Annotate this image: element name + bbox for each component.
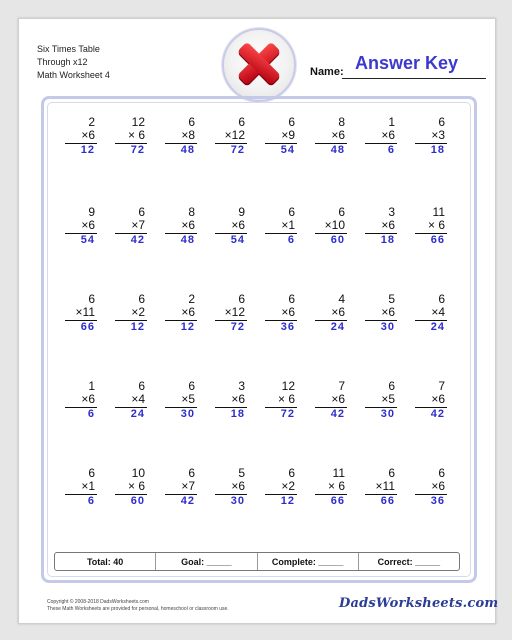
- problem-multiplier: × 6: [277, 392, 295, 406]
- problem-multiplicand: 6: [188, 379, 195, 393]
- problem-multiplier: ×6: [331, 392, 345, 406]
- problem-answer: 6: [87, 408, 95, 420]
- problem: [255, 293, 303, 334]
- problem: [205, 206, 253, 247]
- problem-answer: 18: [430, 144, 445, 156]
- problem-multiplier: ×6: [381, 305, 395, 319]
- problem-answer: 12: [280, 495, 295, 507]
- problem-multiplier: ×12: [224, 128, 245, 142]
- problem-answer: 42: [180, 495, 195, 507]
- problem-multiplier: ×11: [75, 305, 95, 319]
- problem-multiplier: ×12: [224, 305, 245, 319]
- problem-multiplier: ×6: [281, 305, 295, 319]
- problem-multiplicand: 5: [238, 466, 245, 480]
- problem: [155, 116, 203, 157]
- problem-answer: 24: [430, 321, 445, 333]
- problem-multiplicand: 9: [88, 205, 95, 219]
- problem-multiplicand: 6: [438, 292, 445, 306]
- problem: [355, 293, 403, 334]
- problem-multiplicand: 6: [88, 466, 95, 480]
- problem-multiplicand: 12: [281, 379, 295, 393]
- problem-multiplicand: 6: [138, 205, 145, 219]
- problem-multiplier: ×6: [231, 479, 245, 493]
- problem-multiplier: ×1: [281, 218, 295, 232]
- problem-answer: 72: [280, 408, 295, 420]
- correct-cell: Correct: _____: [377, 556, 441, 567]
- problem-multiplicand: 6: [288, 205, 295, 219]
- problem-multiplier: ×7: [181, 479, 195, 493]
- problem-answer: 54: [230, 234, 245, 246]
- problem-multiplier: ×7: [131, 218, 145, 232]
- problem-multiplicand: 6: [88, 292, 95, 306]
- problem-multiplicand: 5: [388, 292, 395, 306]
- problem-multiplier: × 6: [427, 218, 445, 232]
- problem-multiplicand: 6: [138, 379, 145, 393]
- problem-multiplier: ×9: [281, 128, 295, 142]
- problem-multiplier: ×6: [431, 392, 445, 406]
- problem-multiplicand: 7: [438, 379, 445, 393]
- problem-multiplicand: 11: [332, 466, 345, 480]
- problem-answer: 12: [180, 321, 195, 333]
- problem-multiplicand: 6: [188, 466, 195, 480]
- problem-multiplicand: 6: [138, 292, 145, 306]
- problem-multiplicand: 3: [238, 379, 245, 393]
- problem-multiplicand: 6: [288, 466, 295, 480]
- problem: [55, 116, 103, 157]
- problem-answer: 24: [130, 408, 145, 420]
- problem-multiplicand: 6: [388, 379, 395, 393]
- problem-multiplier: ×4: [131, 392, 145, 406]
- problem-multiplier: ×6: [381, 128, 395, 142]
- problem-multiplier: ×6: [181, 305, 195, 319]
- problem: [405, 293, 453, 334]
- brand-logo: DadsWorksheets.com: [339, 596, 499, 611]
- problem-multiplier: ×2: [281, 479, 295, 493]
- problem: [55, 467, 103, 508]
- problem: [105, 206, 153, 247]
- problem-multiplicand: 6: [388, 466, 395, 480]
- problem: [155, 206, 203, 247]
- problem: [355, 380, 403, 421]
- problem: [255, 467, 303, 508]
- copyright-notice: [47, 599, 229, 613]
- problem-multiplicand: 1: [388, 115, 395, 129]
- problem-multiplier: ×5: [181, 392, 195, 406]
- score-bar: [54, 552, 460, 571]
- problem-answer: 66: [430, 234, 445, 246]
- problem-multiplicand: 10: [131, 466, 145, 480]
- problem-multiplicand: 6: [188, 115, 195, 129]
- problem-answer: 48: [180, 234, 195, 246]
- problem: [255, 206, 303, 247]
- problem: [355, 467, 403, 508]
- title-line: Math Worksheet 4: [37, 70, 110, 80]
- copyright-line: These Math Worksheets are provided for personal, homeschool or classroom use.: [47, 606, 229, 612]
- problem-multiplicand: 4: [338, 292, 345, 306]
- problem-answer: 42: [330, 408, 345, 420]
- problem-multiplicand: 6: [288, 115, 295, 129]
- problem-multiplicand: 2: [188, 292, 195, 306]
- problem: [105, 293, 153, 334]
- problem: [355, 116, 403, 157]
- answer-key-label: Answer Key: [355, 53, 459, 73]
- problem-multiplicand: 6: [338, 205, 345, 219]
- title-line: Through x12: [37, 57, 88, 67]
- problem-multiplicand: 8: [338, 115, 345, 129]
- problem-multiplicand: 6: [438, 466, 445, 480]
- problem: [405, 116, 453, 157]
- problem-multiplier: ×4: [431, 305, 445, 319]
- problem-multiplicand: 6: [288, 292, 295, 306]
- problem-multiplicand: 11: [432, 205, 445, 219]
- problem-answer: 66: [330, 495, 345, 507]
- problem: [55, 293, 103, 334]
- problem: [405, 206, 453, 247]
- problem-answer: 72: [230, 321, 245, 333]
- title-line: Six Times Table: [37, 44, 100, 54]
- problem: [155, 293, 203, 334]
- worksheet-page: [18, 18, 499, 624]
- problem-answer: 66: [380, 495, 395, 507]
- problem-answer: 72: [230, 144, 245, 156]
- problem: [155, 467, 203, 508]
- problem-multiplier: ×6: [231, 392, 245, 406]
- problem-multiplier: ×10: [324, 218, 345, 232]
- problem: [205, 380, 253, 421]
- problem-multiplier: ×1: [81, 479, 95, 493]
- problem-answer: 36: [280, 321, 295, 333]
- problem-answer: 24: [330, 321, 345, 333]
- problem: [155, 380, 203, 421]
- problem-multiplier: ×11: [375, 479, 395, 493]
- problem: [305, 467, 353, 508]
- problem-multiplier: ×6: [331, 305, 345, 319]
- copyright-line: Copyright © 2008-2018 DadsWorksheets.com: [47, 599, 149, 605]
- problem-answer: 12: [80, 144, 95, 156]
- problem-multiplier: × 6: [127, 128, 145, 142]
- x-mark-icon: [232, 38, 286, 92]
- problem: [405, 467, 453, 508]
- problem-answer: 54: [80, 234, 95, 246]
- problem-answer: 60: [330, 234, 345, 246]
- problem-answer: 30: [180, 408, 195, 420]
- name-label: Name:: [310, 66, 344, 78]
- problem-answer: 6: [387, 144, 395, 156]
- problem-multiplier: ×3: [431, 128, 445, 142]
- problem: [205, 467, 253, 508]
- problem-answer: 30: [230, 495, 245, 507]
- name-line: [342, 78, 486, 79]
- problem: [105, 380, 153, 421]
- problem-multiplier: ×6: [181, 218, 195, 232]
- problem-answer: 6: [87, 495, 95, 507]
- problem-multiplicand: 3: [388, 205, 395, 219]
- problem-answer: 6: [287, 234, 295, 246]
- problem-answer: 36: [430, 495, 445, 507]
- problem-answer: 12: [130, 321, 145, 333]
- problem: [255, 116, 303, 157]
- problem-multiplier: ×2: [131, 305, 145, 319]
- problem-multiplier: ×6: [231, 218, 245, 232]
- problem-multiplicand: 6: [238, 292, 245, 306]
- problem-multiplicand: 1: [88, 379, 95, 393]
- problem-answer: 30: [380, 408, 395, 420]
- problem-multiplier: ×8: [181, 128, 195, 142]
- problem-multiplier: × 6: [327, 479, 345, 493]
- problem: [205, 116, 253, 157]
- problem: [255, 380, 303, 421]
- problem-answer: 42: [430, 408, 445, 420]
- goal-cell: Goal: _____: [156, 553, 257, 570]
- problem-multiplicand: 6: [238, 115, 245, 129]
- total-cell: Total: 40: [55, 553, 156, 570]
- problem-answer: 48: [180, 144, 195, 156]
- problem-multiplicand: 9: [238, 205, 245, 219]
- problem-multiplier: × 6: [127, 479, 145, 493]
- problem-multiplier: ×6: [381, 218, 395, 232]
- problem: [305, 293, 353, 334]
- problem-answer: 66: [80, 321, 95, 333]
- problem: [105, 116, 153, 157]
- problem-answer: 48: [330, 144, 345, 156]
- problem: [55, 206, 103, 247]
- problem: [305, 206, 353, 247]
- problem-multiplier: ×6: [431, 479, 445, 493]
- problem-answer: 60: [130, 495, 145, 507]
- worksheet-title: [37, 43, 110, 82]
- problem: [55, 380, 103, 421]
- problem-multiplicand: 2: [88, 115, 95, 129]
- problem: [305, 380, 353, 421]
- problem-multiplicand: 6: [438, 115, 445, 129]
- problem-multiplicand: 12: [131, 115, 145, 129]
- problem-answer: 72: [130, 144, 145, 156]
- problem: [205, 293, 253, 334]
- problem-multiplier: ×6: [81, 392, 95, 406]
- problem-multiplier: ×6: [331, 128, 345, 142]
- complete-cell: Complete: _____: [258, 553, 359, 570]
- problem-answer: 54: [280, 144, 295, 156]
- problem: [355, 206, 403, 247]
- problem-answer: 18: [380, 234, 395, 246]
- problem-multiplier: ×6: [81, 218, 95, 232]
- problem-answer: 42: [130, 234, 145, 246]
- problem-multiplicand: 7: [338, 379, 345, 393]
- problem-multiplier: ×6: [81, 128, 95, 142]
- problem-answer: 30: [380, 321, 395, 333]
- multiplication-logo: [222, 28, 296, 102]
- problem-frame: [41, 96, 477, 583]
- problem: [405, 380, 453, 421]
- problem: [105, 467, 153, 508]
- problem-multiplier: ×5: [381, 392, 395, 406]
- problem-answer: 18: [230, 408, 245, 420]
- problem-multiplicand: 8: [188, 205, 195, 219]
- problem: [305, 116, 353, 157]
